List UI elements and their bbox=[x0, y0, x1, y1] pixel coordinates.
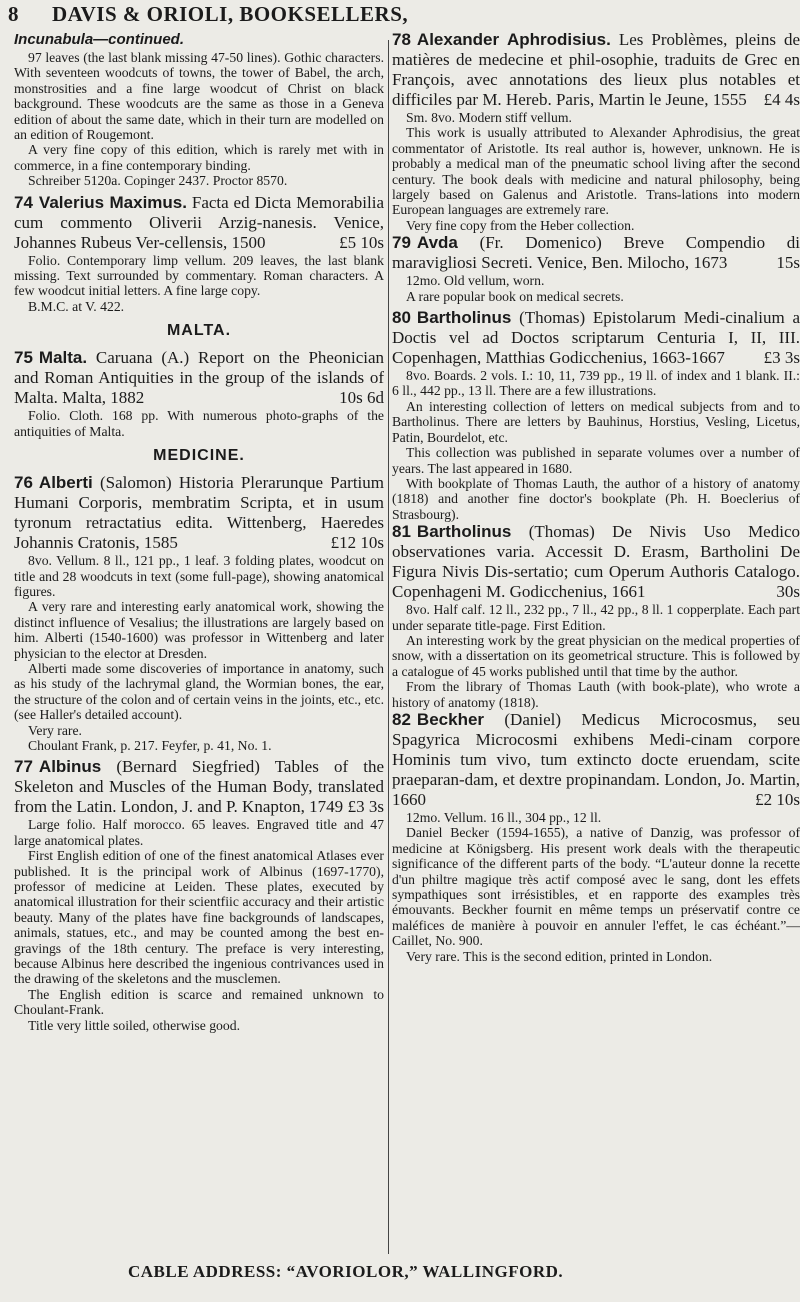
running-title: DAVIS & ORIOLI, BOOKSELLERS, bbox=[52, 2, 409, 26]
entry-80 bbox=[392, 308, 800, 368]
paragraph: First English edition of one of the finest anatomical Atlases ever published. It is the principal work of Albinus (1697-1770), professor of medicine at Leiden. These plates, executed by anatomical illustration for their scientfiic accuracy and their artistic beauty. Many of the plates have fine backgrounds of landscapes, animals, statues, etc., and may be counted among the best en-gravings of the 18th century. The preface is very interesting, because Albinus here described the ingenious contrivances used in the drawing of the skeletons and the musclemen. bbox=[14, 848, 384, 987]
entry-82 bbox=[392, 710, 800, 810]
paragraph: Very fine copy from the Heber collection. bbox=[406, 217, 635, 233]
running-header bbox=[0, 2, 800, 32]
reference-line: B.M.C. at V. 422. bbox=[28, 298, 125, 314]
paragraph: Large folio. Half morocco. 65 leaves. Engraved title and 47 large anatomical plates. bbox=[14, 817, 384, 848]
paragraph: Title very little soiled, otherwise good. bbox=[28, 1017, 241, 1033]
entry-number: 75 bbox=[14, 348, 33, 368]
entry-number: 76 bbox=[14, 473, 33, 493]
entry-author: Avda bbox=[416, 233, 458, 253]
paragraph: An interesting collection of letters on medical subjects from and to Bartholinus. There are letters by Bauhinus, Horstius, Vesling, Licetus, Patin, Bourdelot, etc. bbox=[392, 398, 800, 445]
paragraph: Very rare. bbox=[28, 722, 82, 738]
paragraph: 12mo. Old vellum, worn. bbox=[406, 273, 545, 289]
entry-title: (Thomas) Epistolarum Medi-cinalium a Doctis vel ad Doctos scriptarum Centuria I, II, III. Copenhagen, Matthias Godicchenius, 1663-1667 bbox=[392, 308, 800, 368]
entry-price: £3 3s bbox=[347, 797, 384, 817]
paragraph: 97 leaves (the last blank missing 47-50 lines). Gothic characters. With seventeen woodcuts of towns, the tower of Babel, the arch, monstrosities and a fine large woodcut of Christ on black background. These woodcuts are the same as those in a Geneva edition of about the same date, which in their turn are modelled on an edition of Rougemont. bbox=[14, 50, 384, 143]
entry-number: 74 bbox=[14, 192, 33, 212]
reference-line: Choulant Frank, p. 217. Feyfer, p. 41, No. 1. bbox=[28, 737, 272, 753]
entry-price: £5 10s bbox=[339, 232, 384, 252]
paragraph: Folio. Cloth. 168 pp. With numerous photo-graphs of the antiquities of Malta. bbox=[14, 408, 384, 439]
paragraph: This collection was published in separate volumes over a number of years. The last appeared in 1680. bbox=[392, 445, 800, 476]
left-column bbox=[14, 30, 384, 1262]
entry-number: 77 bbox=[14, 757, 33, 777]
entry-price: £3 3s bbox=[763, 348, 800, 368]
entry-number: 78 bbox=[392, 30, 411, 49]
entry-author: Alexander Aphrodisius. bbox=[416, 30, 611, 49]
entry-title: (Fr. Domenico) Breve Compendio di maravigliosi Secreti. Venice, Ben. Milocho, 1673 bbox=[392, 233, 800, 273]
entry-number: 82 bbox=[392, 709, 411, 729]
paragraph: A rare popular book on medical secrets. bbox=[406, 288, 624, 304]
entry-title: Facta ed Dicta Memorabilia cum commento Oliverii Arzig-nanesis. Venice, Johannes Rubeus Ver-cellensis, 1500 bbox=[14, 192, 384, 252]
entry-title: (Daniel) Medicus Microcosmus, seu Spagyrica Microcosmi exhibens Medi-cinam corpore Hominis tum vivo, tum extincto docte eruendam, scite praeparan-dam, et dextre propinandam. London, Jo. Martin, 1660 bbox=[392, 709, 800, 809]
paragraph: An interesting work by the great physician on the medical properties of snow, with a dissertation on its geometrical structure. This is followed by a catalogue of 45 works published until that time by the author. bbox=[392, 632, 800, 679]
entry-author: Valerius Maximus. bbox=[38, 192, 187, 212]
column-divider bbox=[388, 40, 389, 1254]
paragraph: A very rare and interesting early anatomical work, showing the distinct influence of Vesalius; the illustrations are largely based on him. Alberti (1540-1600) was professor in Wittenberg and later physician to the elector at Dresden. bbox=[14, 599, 384, 661]
paragraph: 8vo. Vellum. 8 ll., 121 pp., 1 leaf. 3 folding plates, woodcut on title and 28 woodcuts in text (some full-page), showing anatomical figures. bbox=[14, 553, 384, 599]
paragraph: With bookplate of Thomas Lauth, the author of a history of anatomy (1818) and another fine doctor's bookplate (Ph. H. Boeclerius of Strasbourg). bbox=[392, 475, 800, 522]
entry-price: 30s bbox=[776, 582, 800, 602]
entry-title: Caruana (A.) Report on the Pheonician and Roman Antiquities in the group of the islands of Malta. Malta, 1882 bbox=[14, 348, 384, 408]
right-column bbox=[392, 30, 800, 1262]
entry-81 bbox=[392, 522, 800, 602]
paragraph: Very rare. This is the second edition, printed in London. bbox=[406, 948, 713, 964]
paragraph: 8vo. Half calf. 12 ll., 232 pp., 7 ll., 42 pp., 8 ll. 1 copperplate. Each part under separate title-page. First Edition. bbox=[392, 602, 800, 633]
entry-79 bbox=[392, 233, 800, 273]
entry-title: (Salomon) Historia Plerarunque Partium Humani Corporis, membratim Scripta, et in usum tyronum retractatius edita. Wittenberg, Haeredes Johannis Cratonis, 1585 bbox=[14, 473, 384, 553]
entry-author: Malta. bbox=[38, 348, 88, 368]
entry-price: £2 10s bbox=[755, 789, 800, 809]
entry-author: Albinus bbox=[38, 757, 102, 777]
entry-author: Bartholinus bbox=[416, 522, 512, 542]
paragraph: A very fine copy of this edition, which is rarely met with in commerce, in a fine contemporary binding. bbox=[14, 142, 384, 173]
paragraph: 12mo. Vellum. 16 ll., 304 pp., 12 ll. bbox=[406, 809, 602, 825]
paragraph: Daniel Becker (1594-1655), a native of Danzig, was professor of medicine at Königsberg. His present work deals with the therapeutic significance of the different parts of the body. “L'auteur donne la recette d'un philtre magique très actif composé avec le sang, dont les effets sympathiques sont irrésistibles, et en rapporte des examples très émouvants. Beckher fournit en même temps un préservatif contre ce maléfices de manière à pouvoir en annuler l'effet, le cas échéant.”—Caillet, No. 900. bbox=[392, 825, 800, 949]
entry-title: (Bernard Siegfried) Tables of the Skeleton and Muscles of the Human Body, translated from the Latin. London, J. and P. Knapton, 1749 bbox=[14, 757, 384, 817]
paragraph: From the library of Thomas Lauth (with book-plate), who wrote a history of anatomy (1818). bbox=[392, 679, 800, 710]
paragraph: Alberti made some discoveries of importance in anatomy, such as his study of the lachrymal gland, the Wormian bones, the ear, the structure of the colon and of certain veins in the joints, etc., etc. (see Haller's detailed account). bbox=[14, 660, 384, 723]
entry-price: 10s 6d bbox=[339, 388, 384, 408]
reference-line: Schreiber 5120a. Copinger 2437. Proctor 8570. bbox=[28, 173, 288, 189]
paragraph: This work is usually attributed to Alexander Aphrodisius, the great commentator of Aristotle. Its real author is, however, unknown. He is probably a medical man of the pneumatic school living after the second century. The book deals with medicine and natural philosophy, being largely based on Galenus and Aristotle. Trans-lations into modern European languages are extremely rare. bbox=[392, 125, 800, 218]
entry-number: 79 bbox=[392, 233, 411, 253]
entry-author: Alberti bbox=[38, 473, 93, 493]
paragraph: Sm. 8vo. Modern stiff vellum. bbox=[406, 110, 572, 125]
section-heading-malta: MALTA. bbox=[166, 322, 232, 340]
entry-title: (Thomas) De Nivis Uso Medico observationes varia. Accessit D. Erasm, Bartholini De Figura Nivis Dis-sertatio; cum Operum Authoris Catalogo. Copenhageni M. Godicchenius, 1661 bbox=[392, 522, 800, 602]
footer-cable-address: CABLE ADDRESS: “AVORIOLOR,” WALLINGFORD. bbox=[128, 1262, 564, 1281]
paragraph: The English edition is scarce and remained unknown to Choulant-Frank. bbox=[14, 986, 384, 1018]
entry-price: 15s bbox=[776, 253, 800, 273]
entry-number: 81 bbox=[392, 522, 411, 542]
entry-title: Les Problèmes, pleins de matières de medecine et phil-osophie, traduits de Grec en François, avec annotations des lieux plus notables et difficiles par M. Hereb. Paris, Martin le Jeune, 1555 bbox=[392, 30, 800, 109]
entry-author: Bartholinus bbox=[416, 308, 512, 328]
entry-price: £12 10s bbox=[330, 533, 384, 553]
section-heading-incunabula: Incunabula—continued. bbox=[14, 31, 185, 48]
entry-author: Beckher bbox=[416, 709, 485, 729]
page-number: 8 bbox=[8, 2, 19, 26]
section-heading-medicine: MEDICINE. bbox=[153, 447, 245, 465]
entry-75 bbox=[14, 348, 384, 408]
entry-78 bbox=[392, 30, 800, 110]
entry-76 bbox=[14, 473, 384, 553]
paragraph: 8vo. Boards. 2 vols. I.: 10, 11, 739 pp., 19 ll. of index and 1 blank. II.: 6 ll., 442 pp., 13 ll. There are a few illustrations. bbox=[392, 368, 800, 399]
paragraph: Folio. Contemporary limp vellum. 209 leaves, the last blank missing. Text surrounded by commentary. Roman characters. A few woodcut initial letters. A fine large copy. bbox=[14, 252, 384, 299]
entry-price: £4 4s bbox=[763, 90, 800, 109]
entry-77 bbox=[14, 757, 384, 817]
entry-number: 80 bbox=[392, 308, 411, 328]
entry-74 bbox=[14, 193, 384, 253]
